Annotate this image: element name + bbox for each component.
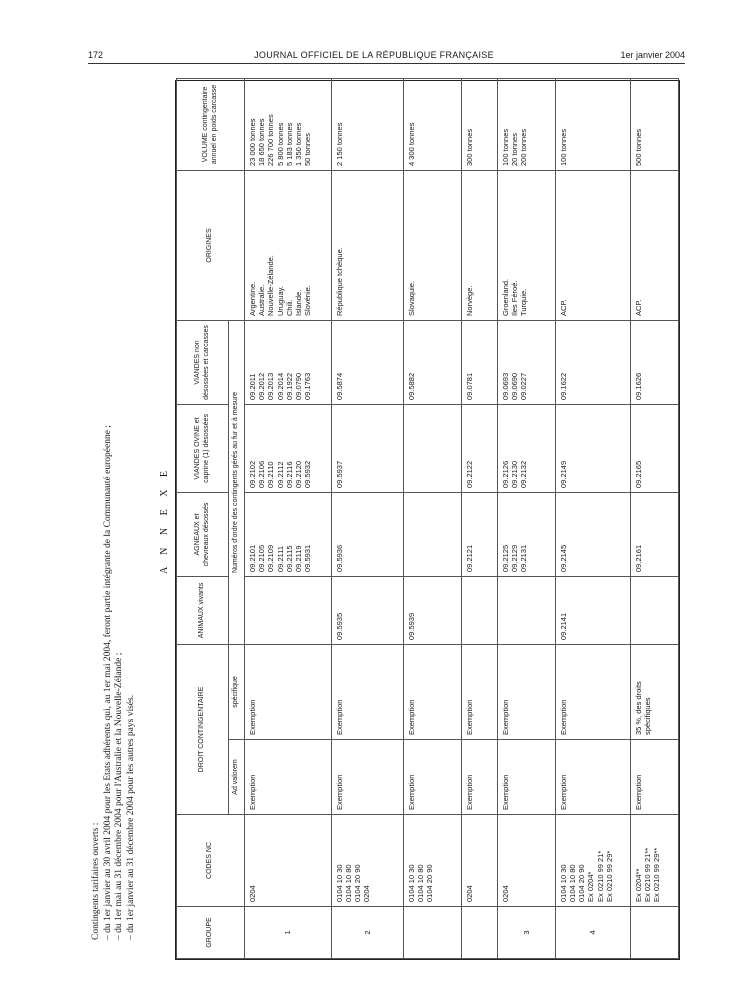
- groupe-cell: 3: [497, 907, 555, 959]
- animaux-cell: [404, 576, 462, 644]
- table-row: [497, 78, 555, 958]
- animaux-cell: [461, 576, 497, 644]
- volume-cell-value: 4 300 tonnes: [407, 122, 417, 166]
- origines-cell: [245, 170, 332, 320]
- ovine-cell-value: 09.2126: [500, 460, 510, 488]
- agneaux-cell: [331, 492, 403, 576]
- groupe-cell: [461, 907, 497, 959]
- codes-cell-value: 0104 10 30: [407, 864, 417, 902]
- issue-date: 1er janvier 2004: [620, 50, 685, 60]
- quota-table: [175, 80, 680, 960]
- animaux-cell: [630, 576, 678, 644]
- specifique-cell: Exemption: [245, 644, 332, 739]
- agneaux-cell: [630, 492, 678, 576]
- col-header-ovine: VIANDES OVINE et caprine (1) désossées: [177, 404, 229, 492]
- codes-cell-value: 0204: [464, 885, 474, 902]
- animaux-cell-value: 09.5935: [334, 612, 344, 640]
- volume-cell: [497, 78, 555, 170]
- page-header: [0, 50, 748, 64]
- codes-cell-value: 0104 20 90: [425, 864, 435, 902]
- agneaux-cell-value: 09.5936: [334, 544, 344, 572]
- origines-cell-value: Turquie.: [519, 288, 529, 316]
- volume-cell: [331, 78, 403, 170]
- ovine-cell: [555, 404, 630, 492]
- volume-cell: [555, 78, 630, 170]
- origines-cell-value: ACP.: [558, 299, 568, 316]
- agneaux-cell-value: 09.2125: [500, 544, 510, 572]
- ovine-cell-value: 09.2106: [257, 460, 267, 488]
- volume-cell-value: 300 tonnes: [464, 128, 474, 166]
- codes-cell: [630, 815, 678, 907]
- non-desossees-cell: [404, 320, 462, 404]
- specifique-cell: Exemption: [331, 644, 403, 739]
- volume-cell-value: 23 000 tonnes: [248, 118, 257, 166]
- animaux-cell: [497, 576, 555, 644]
- specifique-cell: Exemption: [404, 644, 462, 739]
- origines-cell-value: République tchèque.: [334, 247, 344, 316]
- animaux-cell: [331, 576, 403, 644]
- agneaux-cell-value: 09.2145: [558, 544, 568, 572]
- non-desossees-cell: [461, 320, 497, 404]
- intro-line: Contingents tarifaires ouverts :: [91, 822, 101, 940]
- origines-cell-value: Nouvelle-Zélande.: [266, 255, 276, 316]
- ad-valorem-cell: Exemption: [331, 740, 403, 815]
- origines-cell: [331, 170, 403, 320]
- ovine-cell-value: 09.2122: [464, 460, 474, 488]
- non-desossees-cell-value: 09.0790: [294, 372, 304, 400]
- agneaux-cell: [497, 492, 555, 576]
- ovine-cell-value: 09.2110: [266, 461, 276, 488]
- non-desossees-cell-value: 09.1763: [303, 372, 313, 400]
- agneaux-cell: [404, 492, 462, 576]
- col-header-origines: ORIGINES: [177, 170, 245, 320]
- groupe-cell: [630, 907, 678, 959]
- volume-cell-value: 20 tonnes: [510, 133, 520, 166]
- non-desossees-cell-value: 09.1622: [558, 372, 568, 400]
- origines-cell-value: Islande.: [294, 289, 304, 316]
- codes-cell-value: 0204: [362, 885, 372, 902]
- ovine-cell-value: 09.2102: [248, 460, 257, 488]
- codes-cell-value: 0104 10 80: [568, 864, 578, 902]
- animaux-cell-value: 09.2141: [558, 612, 568, 640]
- ovine-cell-value: 09.2149: [558, 460, 568, 488]
- origines-cell-value: ACP.: [633, 299, 643, 316]
- agneaux-cell-value: 09.5931: [303, 544, 313, 572]
- codes-cell-value: 0104 20 90: [353, 864, 363, 902]
- ad-valorem-cell: Exemption: [461, 740, 497, 815]
- volume-cell-value: 5 800 tonnes: [275, 122, 285, 166]
- volume-cell: [404, 78, 462, 170]
- agneaux-cell-value: 09.2111: [275, 545, 285, 572]
- codes-cell-value: Ex 0204*: [586, 871, 596, 902]
- origines-cell-value: Australie.: [257, 284, 267, 316]
- groupe-cell: 1: [245, 907, 332, 959]
- non-desossees-cell-value: 09.1922: [284, 372, 294, 400]
- ad-valorem-cell: Exemption: [497, 740, 555, 815]
- table-body: [245, 78, 679, 958]
- table-row: [245, 78, 332, 958]
- codes-cell-value: 0104 10 30: [558, 864, 568, 902]
- ovine-cell: [404, 404, 462, 492]
- ovine-cell-value: 09.5937: [334, 460, 344, 488]
- origines-cell-value: Uruguay.: [275, 286, 285, 316]
- table-row: [555, 78, 630, 958]
- codes-cell-value: 0104 10 30: [334, 864, 344, 902]
- ad-valorem-cell: Exemption: [555, 740, 630, 815]
- intro-line: – du 1er janvier au 31 décembre 2004 pour les autres pays visés.: [125, 694, 136, 940]
- non-desossees-cell-value: 09.2011: [248, 373, 257, 400]
- col-header-ad-valorem: Ad valorem: [229, 740, 245, 815]
- non-desossees-cell: [245, 320, 332, 404]
- agneaux-cell-value: 09.2115: [284, 545, 294, 572]
- ovine-cell: [461, 404, 497, 492]
- ovine-cell-value: 09.2112: [275, 461, 285, 488]
- agneaux-cell: [555, 492, 630, 576]
- specifique-cell: Exemption: [555, 644, 630, 739]
- non-desossees-cell-value: 09.0693: [500, 372, 510, 400]
- volume-cell-value: 100 tonnes: [558, 128, 568, 166]
- specifique-cell: Exemption: [461, 644, 497, 739]
- non-desossees-cell-value: 09.2012: [257, 372, 267, 400]
- origines-cell-value: Slovaquie.: [407, 280, 417, 316]
- volume-cell-value: 1 350 tonnes: [294, 122, 304, 166]
- animaux-cell: [555, 576, 630, 644]
- table-row: [461, 78, 497, 958]
- numeros-note: Numéros d'ordre des contingents gérés au fur et à mesure: [229, 320, 245, 644]
- codes-cell-value: 0204: [248, 885, 257, 902]
- origines-cell: [461, 170, 497, 320]
- non-desossees-cell-value: 09.0227: [519, 372, 529, 400]
- codes-cell-value: 0204: [500, 885, 510, 902]
- volume-cell-value: 200 tonnes: [519, 128, 529, 166]
- annex-title: A N N E X E: [159, 465, 170, 575]
- ovine-cell: [630, 404, 678, 492]
- agneaux-cell-value: 09.2101: [248, 544, 257, 572]
- table-row: [331, 78, 403, 958]
- codes-cell-value: 0104 10 80: [343, 864, 353, 902]
- codes-cell-value: Ex 0210 99 29*: [604, 850, 614, 902]
- origines-cell-value: Chili.: [284, 299, 294, 316]
- non-desossees-cell: [630, 320, 678, 404]
- intro-text: [91, 140, 137, 940]
- journal-title: JOURNAL OFFICIEL DE LA RÉPUBLIQUE FRANÇAISE: [254, 50, 494, 60]
- volume-cell: [630, 78, 678, 170]
- page-number: 172: [88, 50, 104, 60]
- ovine-cell: [497, 404, 555, 492]
- volume-cell-value: 100 tonnes: [500, 128, 510, 166]
- non-desossees-cell-value: 09.1626: [633, 372, 643, 400]
- codes-cell-value: Ex 0204**: [633, 868, 643, 902]
- ovine-cell-value: 09.5932: [303, 460, 313, 488]
- origines-cell: [555, 170, 630, 320]
- col-header-groupe: GROUPE: [177, 907, 245, 959]
- agneaux-cell-value: 09.2119: [294, 545, 304, 572]
- origines-cell-value: Groenland.: [500, 278, 510, 316]
- animaux-cell: [245, 576, 332, 644]
- origines-cell-value: Iles Féroé.: [510, 280, 520, 316]
- groupe-cell: [404, 907, 462, 959]
- rotated-annex: [83, 80, 683, 960]
- codes-cell: [331, 815, 403, 907]
- codes-cell: [461, 815, 497, 907]
- non-desossees-cell: [555, 320, 630, 404]
- volume-cell-value: 2 150 tonnes: [334, 122, 344, 166]
- volume-cell: [245, 78, 332, 170]
- agneaux-cell-value: 09.2129: [510, 544, 520, 572]
- agneaux-cell-value: 09.2121: [464, 544, 474, 572]
- non-desossees-cell-value: 09.2014: [275, 372, 285, 400]
- non-desossees-cell-value: 09.5882: [407, 372, 417, 400]
- col-header-codes: CODES NC: [177, 815, 245, 907]
- ad-valorem-cell: Exemption: [245, 740, 332, 815]
- volume-cell-value: 18 650 tonnes: [257, 118, 267, 166]
- specifique-cell: Exemption: [497, 644, 555, 739]
- codes-cell-value: Ex 0210 99 21*: [595, 850, 605, 902]
- volume-cell: [461, 78, 497, 170]
- ovine-cell-value: 09.2120: [294, 460, 304, 488]
- codes-cell: [245, 815, 332, 907]
- codes-cell-value: Ex 0210 99 21**: [642, 847, 652, 902]
- ad-valorem-cell: Exemption: [630, 740, 678, 815]
- col-header-non-desossees: VIANDES non désossées et carcasses: [177, 320, 229, 404]
- groupe-cell: 4: [555, 907, 630, 959]
- ovine-cell-value: 09.2116: [284, 461, 294, 488]
- origines-cell-value: Norvège.: [464, 285, 474, 316]
- codes-cell-value: 0104 10 80: [416, 864, 426, 902]
- origines-cell: [497, 170, 555, 320]
- ovine-cell: [245, 404, 332, 492]
- animaux-cell-value: 09.5939: [407, 612, 417, 640]
- codes-cell: [404, 815, 462, 907]
- header-rule: [88, 63, 685, 64]
- volume-cell-value: 5 183 tonnes: [284, 122, 294, 166]
- agneaux-cell: [245, 492, 332, 576]
- agneaux-cell-value: 09.2109: [266, 544, 276, 572]
- intro-line: – du 1er mai au 31 décembre 2004 pour l'Australie et la Nouvelle-Zélande ;: [114, 652, 124, 940]
- origines-cell-value: Slovénie.: [303, 285, 313, 316]
- ovine-cell: [331, 404, 403, 492]
- col-header-volume: VOLUME contingentaire annuel en poids carcasse: [177, 78, 245, 170]
- table-row: [404, 78, 462, 958]
- agneaux-cell: [461, 492, 497, 576]
- non-desossees-cell: [497, 320, 555, 404]
- intro-line: – du 1er janvier au 30 avril 2004 pour les Etats adhérents qui, au 1er mai 2004, feront partie intégrante de la Communauté européenne ;: [102, 425, 113, 940]
- non-desossees-cell-value: 09.0781: [464, 372, 474, 400]
- volume-cell-value: 50 tonnes: [303, 133, 313, 166]
- codes-cell-value: 0104 20 90: [577, 864, 587, 902]
- non-desossees-cell-value: 09.5874: [334, 372, 344, 400]
- specifique-cell: 35 %, des droits spécifiques: [630, 644, 678, 739]
- non-desossees-cell: [331, 320, 403, 404]
- ovine-cell-value: 09.2132: [519, 460, 529, 488]
- ovine-cell-value: 09.2130: [510, 460, 520, 488]
- col-header-agneaux: AGNEAUX et chevreaux désossés: [177, 492, 229, 576]
- volume-cell-value: 500 tonnes: [633, 128, 643, 166]
- agneaux-cell-value: 09.2131: [519, 544, 529, 572]
- codes-cell: [497, 815, 555, 907]
- volume-cell-value: 226 700 tonnes: [266, 114, 276, 166]
- agneaux-cell-value: 09.2161: [633, 544, 643, 572]
- origines-cell: [630, 170, 678, 320]
- ovine-cell-value: 09.2165: [633, 460, 643, 488]
- codes-cell: [555, 815, 630, 907]
- col-header-droit: DROIT CONTINGENTAIRE: [177, 644, 229, 814]
- col-header-animaux: ANIMAUX vivants: [177, 576, 229, 644]
- table-row: [630, 78, 678, 958]
- col-header-specifique: spécifique: [229, 644, 245, 739]
- ad-valorem-cell: Exemption: [404, 740, 462, 815]
- non-desossees-cell-value: 09.2013: [266, 372, 276, 400]
- origines-cell: [404, 170, 462, 320]
- codes-cell-value: Ex 0210 99 29**: [652, 847, 662, 902]
- non-desossees-cell-value: 09.0690: [510, 372, 520, 400]
- groupe-cell: 2: [331, 907, 403, 959]
- origines-cell-value: Argentine.: [248, 281, 257, 316]
- agneaux-cell-value: 09.2105: [257, 544, 267, 572]
